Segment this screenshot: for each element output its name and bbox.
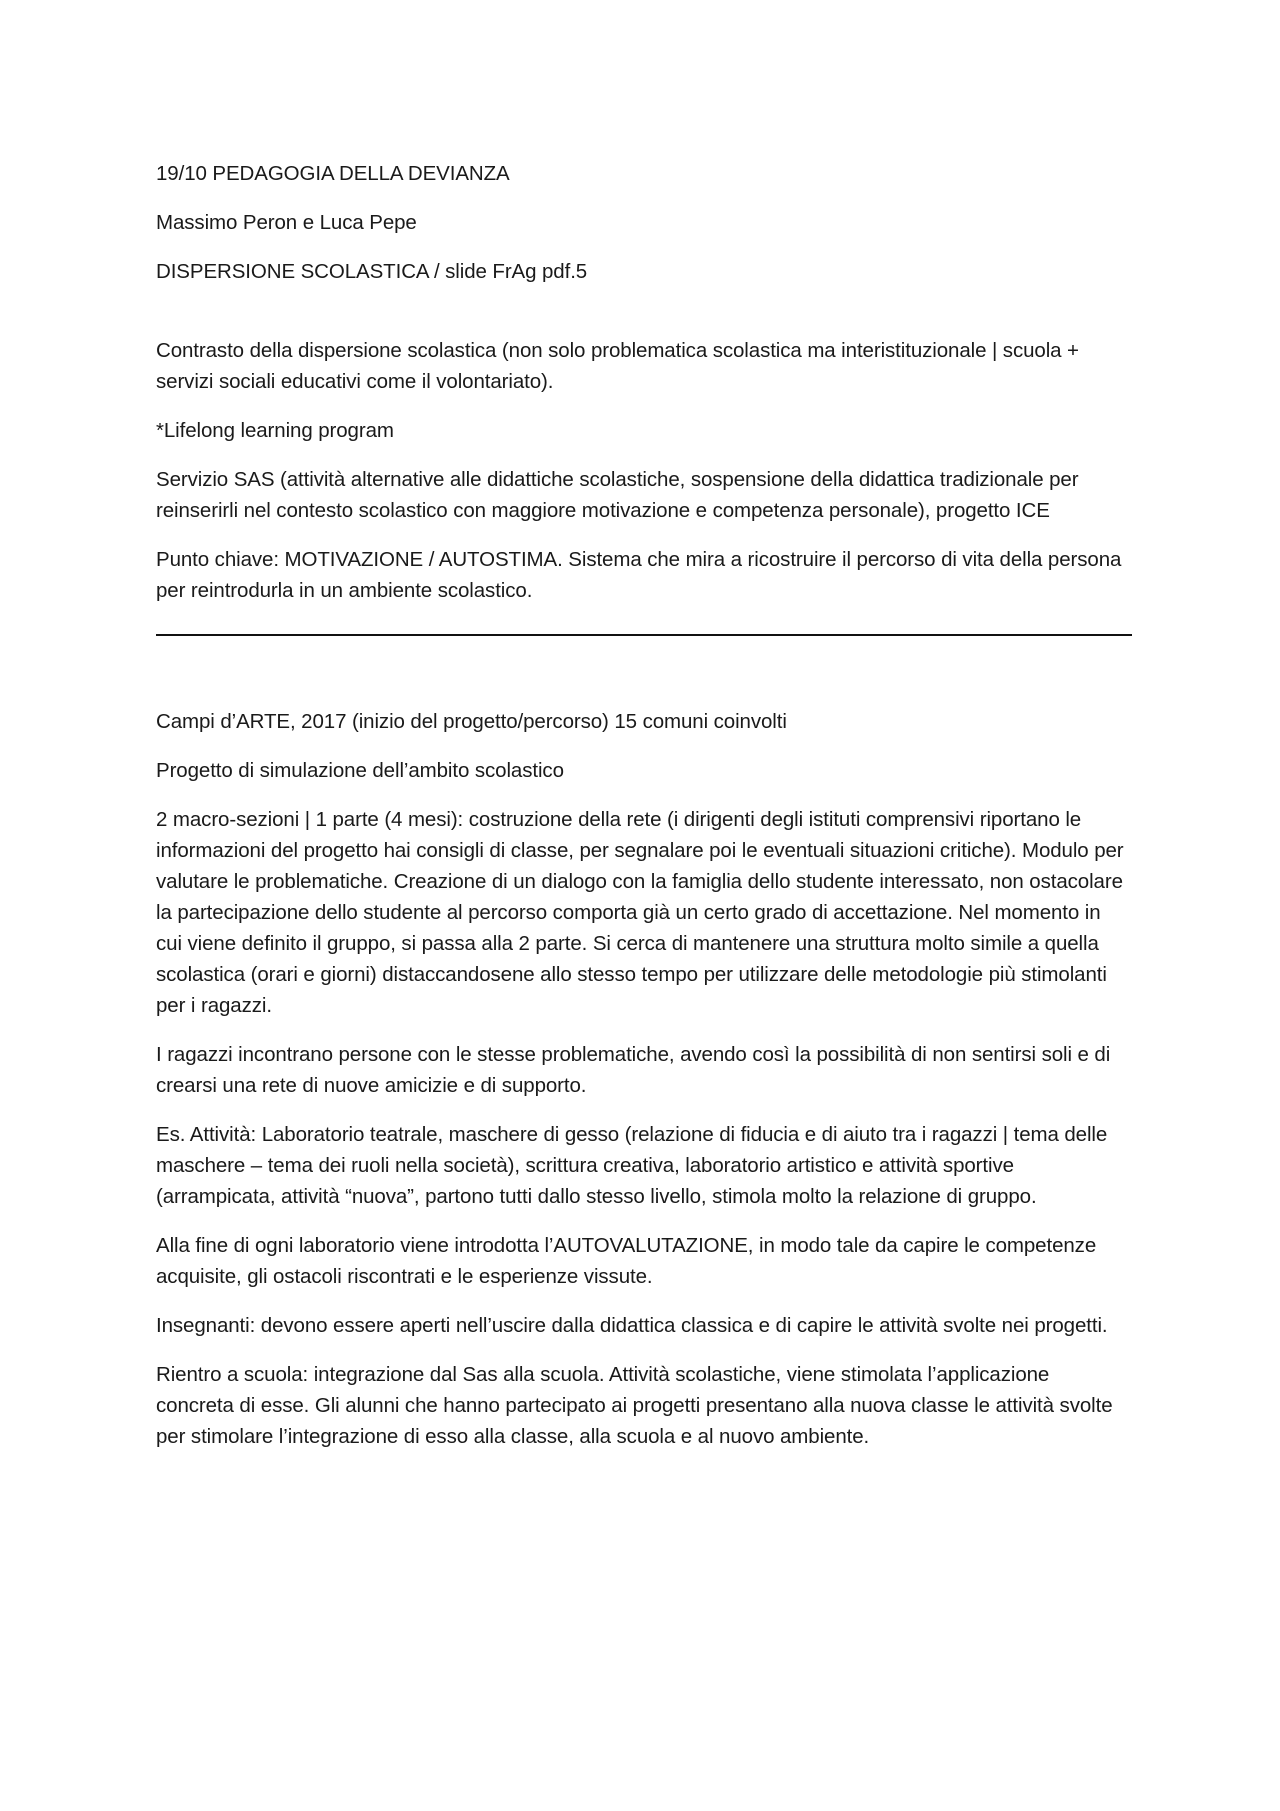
document-page [156, 158, 1132, 1452]
paragraph-servizio-sas: Servizio SAS (attività alternative alle didattiche scolastiche, sospensione della didattica tradizionale per reinserirli nel contesto scolastico con maggiore motivazione e competenza personale), progetto ICE [156, 468, 1079, 522]
paragraph-insegnanti: Insegnanti: devono essere aperti nell’uscire dalla didattica classica e di capire le attività svolte nei progetti. [156, 1314, 1108, 1337]
authors-line: Massimo Peron e Luca Pepe [156, 211, 417, 234]
horizontal-divider [156, 634, 1132, 636]
topic-line: DISPERSIONE SCOLASTICA / slide FrAg pdf.5 [156, 260, 588, 283]
paragraph-contrasto: Contrasto della dispersione scolastica (non solo problematica scolastica ma interistituzionale | scuola + servizi sociali educativi come il volontariato). [156, 339, 1079, 393]
paragraph-simulazione: Progetto di simulazione dell’ambito scolastico [156, 759, 564, 782]
document-title: 19/10 PEDAGOGIA DELLA DEVIANZA [156, 162, 510, 185]
paragraph-campi-arte: Campi d’ARTE, 2017 (inizio del progetto/percorso) 15 comuni coinvolti [156, 710, 787, 733]
paragraph-autovalutazione: Alla fine di ogni laboratorio viene introdotta l’AUTOVALUTAZIONE, in modo tale da capire le competenze acquisite, gli ostacoli riscontrati e le esperienze vissute. [156, 1234, 1097, 1288]
paragraph-rientro: Rientro a scuola: integrazione dal Sas alla scuola. Attività scolastiche, viene stimolata l’applicazione concreta di esse. Gli alunni che hanno partecipato ai progetti presentano alla nuova classe le attività svolte per stimolare l’integrazione di esso alla classe, alla scuola e al nuovo ambiente. [156, 1363, 1113, 1448]
paragraph-ragazzi: I ragazzi incontrano persone con le stesse problematiche, avendo così la possibilità di non sentirsi soli e di crearsi una rete di nuove amicizie e di supporto. [156, 1043, 1111, 1097]
paragraph-punto-chiave: Punto chiave: MOTIVAZIONE / AUTOSTIMA. Sistema che mira a ricostruire il percorso di vita della persona per reintrodurla in un ambiente scolastico. [156, 548, 1122, 602]
paragraph-attivita: Es. Attività: Laboratorio teatrale, maschere di gesso (relazione di fiducia e di aiuto tra i ragazzi | tema delle maschere – tema dei ruoli nella società), scrittura creativa, laboratorio artistico e attività sportive (arrampicata, attività “nuova”, partono tutti dallo stesso livello, stimola molto la relazione di gruppo. [156, 1123, 1108, 1208]
paragraph-lifelong: *Lifelong learning program [156, 419, 394, 442]
paragraph-macro-sezioni: 2 macro-sezioni | 1 parte (4 mesi): costruzione della rete (i dirigenti degli istituti comprensivi riportano le informazioni del progetto hai consigli di classe, per segnalare poi le eventuali situazioni critiche). Modulo per valutare le problematiche. Creazione di un dialogo con la famiglia dello studente interessato, non ostacolare la partecipazione dello studente al percorso comporta già un certo grado di accettazione. Nel momento in cui viene definito il gruppo, si passa alla 2 parte. Si cerca di mantenere una struttura molto simile a quella scolastica (orari e giorni) distaccandosene allo stesso tempo per utilizzare delle metodologie più stimolanti per i ragazzi. [156, 808, 1124, 1017]
